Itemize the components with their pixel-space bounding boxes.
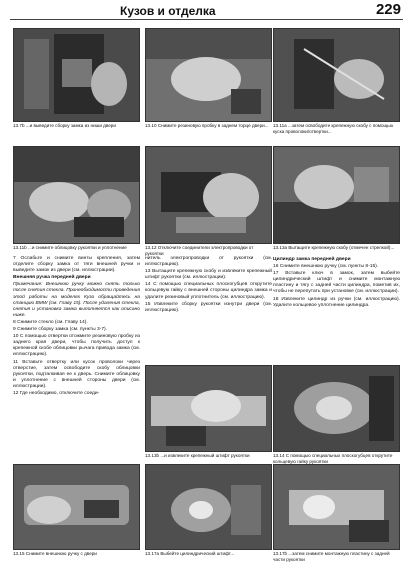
figure-caption: 13.14 С помощью специальных плоскогубцев открутите кольцевую гайку рукоятки bbox=[273, 453, 393, 464]
figure-13-13a bbox=[273, 146, 400, 251]
header-rule bbox=[10, 19, 403, 20]
photo bbox=[145, 146, 272, 244]
figure-13-12 bbox=[145, 146, 272, 256]
figure-13-13b bbox=[145, 365, 272, 459]
photo bbox=[13, 146, 140, 244]
paragraph: 17 Вставьте ключ в замок, затем выбейте цилиндрический штифт и снимите монтажную пластину и тягу с задней части цилиндра, пометив их, чтобы не перепутать при установке (см. иллюстрации). bbox=[273, 271, 400, 295]
photo bbox=[273, 464, 400, 550]
paragraph: 12 Где необходимо, отключите соеди- bbox=[13, 390, 100, 396]
page-header bbox=[0, 0, 413, 22]
photo bbox=[13, 28, 140, 122]
figure-caption: 13.11a ...затем освободите крепежную скобу с помощью куска проволоки/отвертки... bbox=[273, 123, 394, 134]
figure-caption: 13.13b ...и извлеките крепежный штифт рукоятки bbox=[145, 453, 250, 458]
note: Примечание: Внешнюю ручку можно снять только после снятия стекла. Принеобходимости проведения этой работы на моделях Кузо обращайтесь на станцию BMW (см. Главу 15). После удаления стекла, снятия и установка замка выполняется как описано ниже. bbox=[13, 282, 140, 318]
figure-13-11b bbox=[13, 146, 140, 251]
figure-13-17b bbox=[273, 464, 400, 562]
paragraph: 13 Вытащите крепежную скобу и извлеките крепежный штифт рукоятки (см. иллюстрации). bbox=[145, 269, 272, 281]
col2-text bbox=[145, 256, 272, 315]
paragraph: 8 Снимите стекло (см. Главу 14). bbox=[13, 319, 88, 325]
photo bbox=[145, 28, 272, 122]
paragraph: нитель электропроводки от рукоятки (см. иллюстрацию). bbox=[145, 256, 272, 268]
col3-text bbox=[273, 256, 400, 310]
figure-caption: 13.13a Вытащите крепежную скобу (отмечен стрелкой)... bbox=[273, 245, 395, 250]
col1-text bbox=[13, 256, 140, 398]
figure-13-15 bbox=[13, 464, 140, 557]
chapter-title: Кузов и отделка bbox=[120, 4, 216, 18]
photo bbox=[273, 365, 400, 452]
figure-caption: 13.15 Снимите внешнюю ручку с двери bbox=[13, 551, 97, 556]
figure-13-10 bbox=[145, 28, 272, 129]
figure-13-17a bbox=[145, 464, 272, 557]
figure-caption: 13.12 Отключите соединители электропроводки от рукоятки bbox=[145, 245, 254, 256]
photo bbox=[145, 365, 272, 452]
paragraph: 14 С помощью специальных плоскогубцев открутите кольцевую гайку с внешней стороны цилиндра замка и удалите резиновый уплотнитель (см. иллюстрацию). bbox=[145, 282, 272, 300]
paragraph: 15 Извлеките сборку рукоятки изнутри двери (см. иллюстрацию). bbox=[145, 301, 272, 313]
figure-13-11a bbox=[273, 28, 400, 134]
figure-13-14 bbox=[273, 365, 400, 464]
photo bbox=[273, 146, 400, 244]
page-number: 229 bbox=[375, 1, 401, 18]
paragraph: 7 Ослабьте и снимите винты крепления, затем отделите сборку замка от тяги внешней ручки и выведите замок из двери (см. иллюстрации). bbox=[13, 256, 140, 274]
paragraph: 10 С помощью отвертки отожмите резиновую пробку из заднего края двери, чтобы получить доступ к крепежной скобе облицовки рычага привода замка (см. иллюстрацию). bbox=[13, 334, 140, 358]
figure-caption: 13.10 Снимите резиновую пробку в заднем торце двери... bbox=[145, 123, 269, 128]
paragraph: 16 Снимите внешнюю ручку (см. пункты 8-15). bbox=[273, 264, 379, 270]
figure-caption: 13.17b ...затем снимите монтажную пластину с задней части рукоятки bbox=[273, 551, 390, 562]
paragraph: 9 Снимите сборку замка (см. пункты 3-7). bbox=[13, 327, 108, 333]
photo bbox=[13, 464, 140, 550]
paragraph: 11 Вставьте отвертку или кусок проволоки через отверстие, затем освободите скобу облицовки рукоятки, подталкивая ее к дверь. Снимите облицовку и уплотнение с внешней стороны двери (см. иллюстрации). bbox=[13, 359, 140, 389]
photo bbox=[145, 464, 272, 550]
figure-13-7b bbox=[13, 28, 140, 129]
section-heading: Внешняя ручка передней двери bbox=[13, 275, 91, 281]
paragraph: 18 Извлеките цилиндр из ручки (см. иллюстрацию). Удалите кольцевое уплотнение цилиндра. bbox=[273, 296, 400, 308]
figure-caption: 13.17a Выбейте цилиндрический штифт... bbox=[145, 551, 235, 556]
figure-caption: 13.7b ...и выведите сборку замка из ниши двери bbox=[13, 123, 116, 128]
figure-caption: 13.11b ...и снимите облицовку рукоятки и уплотнение bbox=[13, 245, 127, 250]
section-heading: Цилиндр замка передней двери bbox=[273, 257, 351, 262]
photo bbox=[273, 28, 400, 122]
